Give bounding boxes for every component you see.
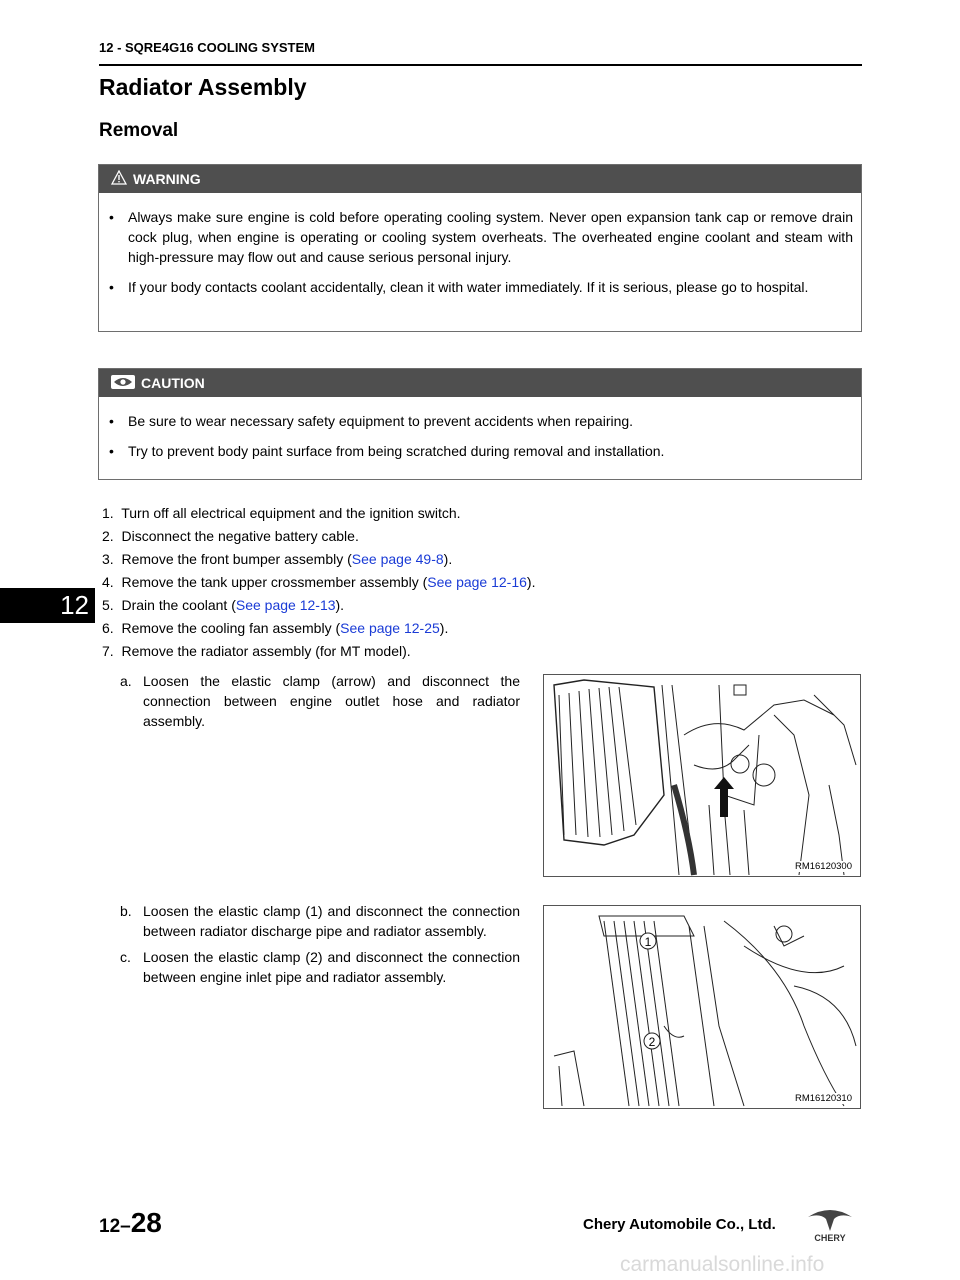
section-header: 12 - SQRE4G16 COOLING SYSTEM: [99, 40, 315, 55]
procedure-step: 3. Remove the front bumper assembly (See page 49-8).: [102, 551, 453, 567]
figure-code: RM16120310: [794, 1093, 852, 1104]
substeps-bc: [120, 901, 520, 993]
warning-triangle-icon: [111, 170, 127, 188]
substep-text: Loosen the elastic clamp (1) and disconnect the connection between radiator discharge pipe and radiator assembly.: [143, 903, 520, 939]
warning-header: [99, 165, 861, 193]
warning-list: [99, 193, 861, 317]
chapter-tab[interactable]: 12: [0, 588, 95, 623]
callout-label: 2: [648, 1035, 656, 1049]
warning-item: • If your body contacts coolant accidentally, clean it with water immediately. If it is serious, please go to hospital.: [109, 277, 853, 297]
figure-discharge-inlet: [543, 905, 861, 1109]
substep-letter: b.: [120, 903, 132, 919]
engine-bay-illustration: [544, 675, 860, 876]
callout-label: 1: [644, 935, 652, 949]
section-subtitle: Removal: [99, 120, 179, 141]
eye-icon: [111, 375, 135, 392]
page-title: Radiator Assembly: [99, 74, 307, 100]
substep-a: [120, 671, 520, 737]
header-rule: [99, 64, 862, 66]
caution-list: [99, 397, 861, 481]
substep-text: Loosen the elastic clamp (2) and disconnect the connection between engine inlet pipe and radiator assembly.: [143, 949, 520, 985]
figure-code: RM16120300: [794, 861, 852, 872]
procedure-step: 2. Disconnect the negative battery cable.: [102, 528, 359, 544]
warning-label: WARNING: [133, 171, 201, 187]
callout-2: [644, 1033, 660, 1049]
page-number: 12–28: [99, 1207, 162, 1238]
procedure-step: 6. Remove the cooling fan assembly (See page 12-25).: [102, 620, 449, 636]
warning-item: • Always make sure engine is cold before operating cooling system. Never open expansion tank cap or remove drain cock plug, when engine is operating or cooling system overheats. The overheated engine coolant and steam with high-pressure may flow out and cause serious personal injury.: [109, 207, 853, 267]
substep-letter: a.: [120, 673, 132, 689]
figure-outlet-hose: [543, 674, 861, 877]
procedure-steps: [102, 503, 536, 664]
substep-text: Loosen the elastic clamp (arrow) and disconnect the connection between engine outlet hose and radiator assembly.: [143, 673, 520, 729]
company-name: Chery Automobile Co., Ltd.: [583, 1216, 776, 1233]
caution-item: • Be sure to wear necessary safety equipment to prevent accidents when repairing.: [109, 411, 853, 431]
caution-label: CAUTION: [141, 375, 205, 391]
page-link[interactable]: See page 49-8: [351, 551, 444, 567]
svg-text:CHERY: CHERY: [814, 1233, 846, 1243]
radiator-pipes-illustration: [544, 906, 860, 1108]
substep-letter: c.: [120, 949, 131, 965]
procedure-step: 4. Remove the tank upper crossmember assembly (See page 12-16).: [102, 574, 536, 590]
warning-box: [98, 164, 862, 332]
chery-logo-icon: [800, 1207, 860, 1248]
caution-box: [98, 368, 862, 480]
callout-1: [640, 933, 656, 949]
caution-item: • Try to prevent body paint surface from being scratched during removal and installation.: [109, 441, 853, 461]
page-link[interactable]: See page 12-16: [427, 574, 527, 590]
procedure-step: 1. Turn off all electrical equipment and the ignition switch.: [102, 505, 461, 521]
page-link[interactable]: See page 12-25: [340, 620, 440, 636]
watermark: carmanualsonline.info: [620, 1253, 825, 1276]
procedure-step: 7. Remove the radiator assembly (for MT model).: [102, 643, 411, 659]
caution-header: [99, 369, 861, 397]
procedure-step: 5. Drain the coolant (See page 12-13).: [102, 597, 345, 613]
page-link[interactable]: See page 12-13: [235, 597, 336, 613]
